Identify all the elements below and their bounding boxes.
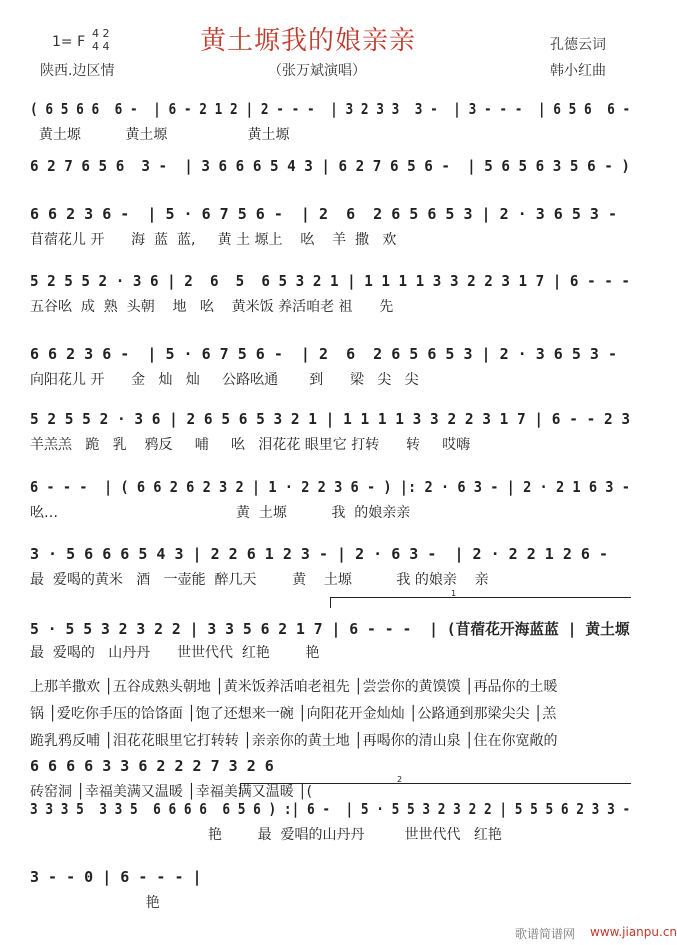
notation-line: 3 - - 0 | 6 - - - | — [30, 868, 202, 886]
lyric-line: 吆… 黄 土塬 我 的娘亲亲 — [30, 505, 411, 521]
lyric-line: 最 爱喝的 山丹丹 世世代代 红艳 艳 — [30, 645, 320, 661]
song-title: 黄土塬我的娘亲亲 — [200, 26, 417, 56]
key-signature: 1= F — [52, 34, 86, 50]
lyric-line: 向阳花儿 开 金 灿 灿 公路吆通 到 梁 尖 尖 — [30, 372, 419, 388]
volta-first-ending: 1 — [330, 597, 631, 608]
time-signature-bottom: 4 4 — [92, 40, 110, 53]
watermark-site: 歌谱简谱网 — [515, 927, 576, 941]
lyric-line: 锅 │爱吃你手压的饸饹面 │饱了还想来一碗 │向阳花开金灿灿 │公路通到那梁尖尖 │羔 — [30, 706, 557, 722]
lyric-line: 苜蓿花儿 开 海 蓝 蓝, 黄 土 塬上 吆 羊 撒 欢 — [30, 232, 397, 248]
singer-credit: （张万斌演唱） — [268, 63, 366, 79]
lyric-line: 羊羔羔 跪 乳 鸦反 哺 吆 泪花花 眼里它 打转 转 哎嗨 — [30, 437, 471, 453]
notation-line: 3 · 5 6 6 6 5 4 3 | 2 2 6 1 2 3 - | 2 · 6 3 - | 2 · 2 2 1 2 6 - — [30, 545, 608, 563]
lyricist-credit: 孔德云词 — [550, 37, 606, 53]
notation-line: 5 2 5 5 2 · 3 6 | 2 6 5 6 5 3 2 1 | 1 1 1 1 3 3 2 2 3 1 7 | 6 - - - — [30, 272, 630, 290]
composer-credit: 韩小红曲 — [550, 63, 606, 79]
lyric-line: 跪乳鸦反哺 │泪花花眼里它打转转 │亲亲你的黄土地 │再喝你的清山泉 │住在你宽敞的 — [30, 733, 558, 749]
notation-line: 5 · 5 5 3 2 3 2 2 | 3 3 5 6 2 1 7 | 6 - - - | (苜蓿花开海蓝蓝 | 黄土塬 — [30, 620, 630, 638]
notation-line: 5 2 5 5 2 · 3 6 | 2 6 5 6 5 3 2 1 | 1 1 1 1 3 3 2 2 3 1 7 | 6 - - 2 3 — [30, 410, 631, 428]
notation-line: 6 6 2 3 6 - | 5 · 6 7 5 6 - | 2 6 2 6 5 6 5 3 | 2 · 3 6 5 3 - — [30, 345, 617, 363]
lyric-line: 艳 最 爱唱的山丹丹 世世代代 红艳 — [30, 827, 502, 843]
notation-line: 6 2 7 6 5 6 3 - | 3 6 6 6 5 4 3 | 6 2 7 6 5 6 - | 5 6 5 6 3 5 6 - ) — [30, 157, 630, 175]
lyric-line: 上那羊撒欢 │五谷成熟头朝地 │黄米饭养活咱老祖先 │尝尝你的黄馍馍 │再品你的土暖 — [30, 679, 558, 695]
lyric-line: 五谷吆 成 熟 头朝 地 吆 黄米饭 养活咱老 祖 先 — [30, 299, 394, 315]
lyric-line: 艳 — [30, 895, 160, 911]
notation-line: 6 - - - | ( 6 6 2 6 2 3 2 | 1 · 2 2 3 6 - ) |: 2 · 6 3 - | 2 · 2 1 6 3 - — [30, 478, 630, 496]
lyric-line: 最 爱喝的黄米 酒 一壶能 醉几天 黄 土塬 我 的娘亲 亲 — [30, 572, 489, 588]
watermark-url: www.jianpu.cn — [590, 925, 677, 939]
lyric-line: 砖窑洞 │幸福美满又温暖 │幸福美满又温暖 │( — [30, 784, 313, 800]
notation-line: ( 6 5 6 6 6 - | 6 - 2 1 2 | 2 - - - | 3 2 3 3 3 - | 3 - - - | 6 5 6 6 - — [30, 100, 631, 118]
notation-line: 3 3 3 5 3 3 5 6 6 6 6 6 5 6 ) :| 6 - | 5 · 5 5 3 2 3 2 2 | 5 5 5 6 2 3 3 - — [30, 800, 631, 818]
notation-line: 6 6 6 6 3 3 6 2 2 2 7 3 2 6 — [30, 757, 274, 775]
notation-line: 6 6 2 3 6 - | 5 · 6 7 5 6 - | 2 6 2 6 5 6 5 3 | 2 · 3 6 5 3 - — [30, 205, 617, 223]
region-subtitle: 陕西.边区情 — [40, 63, 115, 79]
lyric-line: 黄土塬 黄土塬 黄土塬 — [30, 127, 290, 143]
volta-second-ending: 2 — [240, 783, 631, 794]
time-signature-top: 4 2 — [92, 27, 110, 40]
